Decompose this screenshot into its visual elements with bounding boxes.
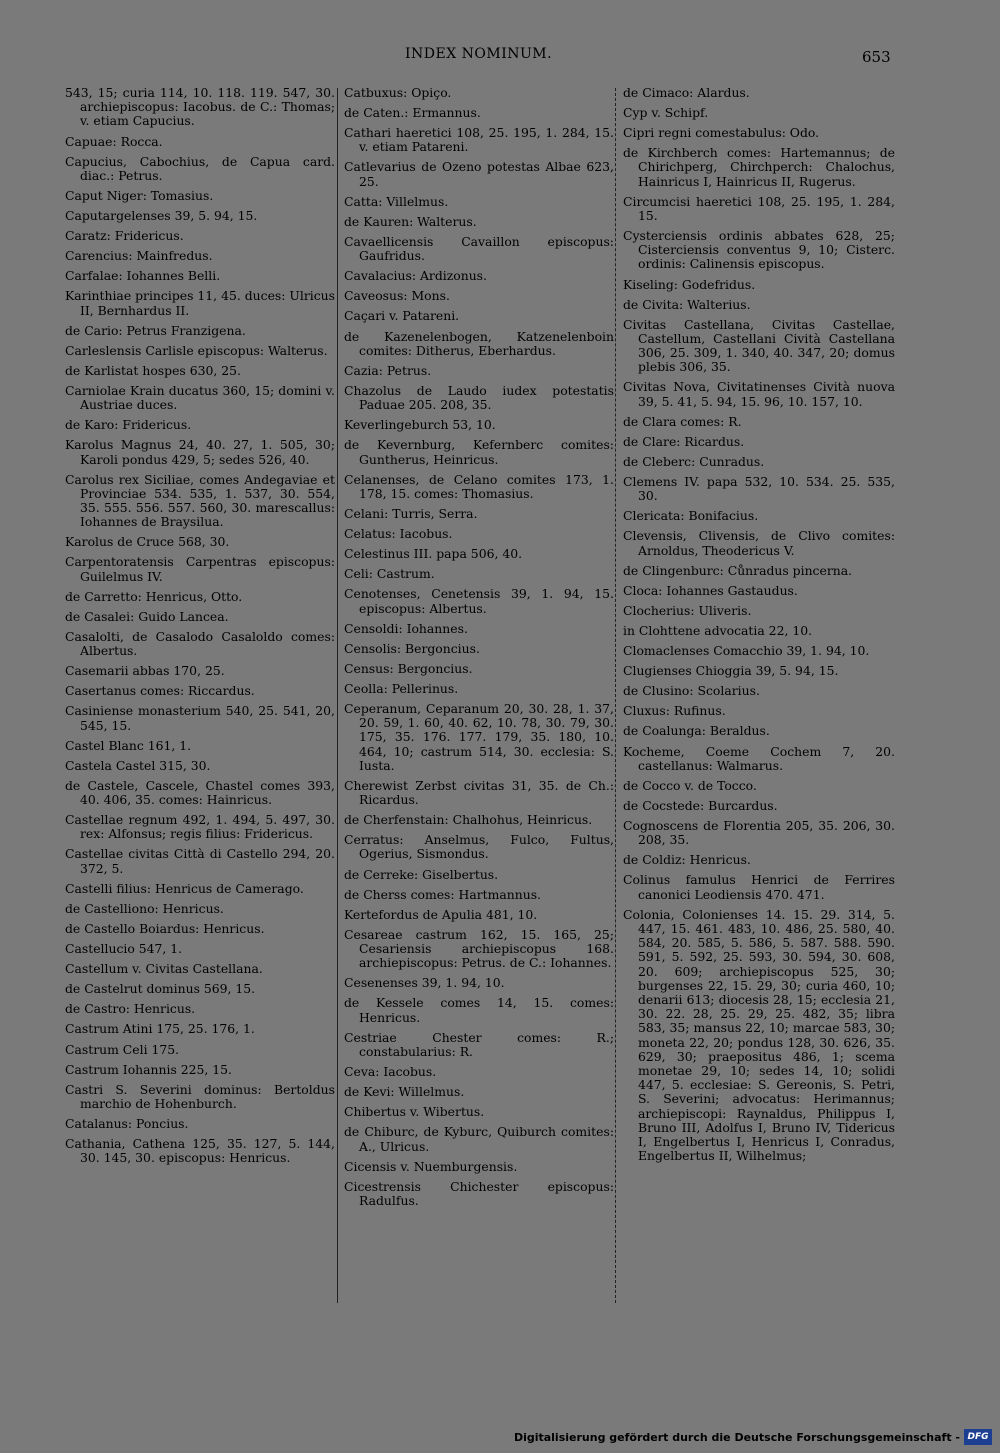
index-entry: de Cherss comes: Hartmannus. xyxy=(344,886,541,902)
index-entry: Caput Niger: Tomasius. xyxy=(65,187,214,203)
index-entry: Celestinus III. papa 506, 40. xyxy=(344,546,523,562)
index-entry: Castellae regnum 492, 1. 494, 5. 497, 30. rex: Alfonsus; regis filius: Fridericus. xyxy=(65,812,335,842)
index-entry: Clevensis, Clivensis, de Clivo comites: Arnoldus, Theodericus V. xyxy=(623,528,895,558)
page-number: 653 xyxy=(862,48,891,66)
index-entry: Cysterciensis ordinis abbates 628, 25; Cisterciensis conventus 9, 10; Cisterc. ordinis: Calinensis episcopus. xyxy=(623,228,895,272)
index-entry: Castellucio 547, 1. xyxy=(65,941,183,957)
digitization-credit: Digitalisierung gefördert durch die Deutsche Forschungsgemeinschaft - xyxy=(513,1431,960,1444)
index-entry: Kiseling: Godefridus. xyxy=(623,276,756,292)
index-entry: Cognoscens de Florentia 205, 35. 206, 30. 208, 35. xyxy=(623,818,895,848)
index-column-3 xyxy=(623,86,895,1169)
index-entry: Census: Bergoncius. xyxy=(344,660,473,676)
index-entry: Clugienses Chioggia 39, 5. 94, 15. xyxy=(623,663,839,679)
index-entry: Clomaclenses Comacchio 39, 1. 94, 10. xyxy=(623,643,870,659)
index-entry: Cenotenses, Cenetensis 39, 1. 94, 15. episcopus: Albertus. xyxy=(344,586,614,616)
index-entry: de Chiburc, de Kyburc, Quiburch comites: A., Ulricus. xyxy=(344,1124,614,1154)
index-entry: Cipri regni comestabulus: Odo. xyxy=(623,125,820,141)
index-entry: 543, 15; curia 114, 10. 118. 119. 547, 30. archiepiscopus: Iacobus. de C.: Thomas; v. etiam Capucius. xyxy=(65,85,335,129)
index-entry: Clericata: Bonifacius. xyxy=(623,508,759,524)
index-entry: Catta: Villelmus. xyxy=(344,193,449,209)
index-entry: Karinthiae principes 11, 45. duces: Ulricus II, Bernhardus II. xyxy=(65,288,335,318)
index-entry: de Kirchberch comes: Hartemannus; de Chirichperg, Chirchperch: Chalochus, Hainricus I, Hainricus II, Rugerus. xyxy=(623,145,895,189)
index-entry: Carencius: Mainfredus. xyxy=(65,248,213,264)
index-entry: de Castelrut dominus 569, 15. xyxy=(65,981,256,997)
dfg-logo: DFG xyxy=(964,1429,992,1445)
index-entry: de Cherfenstain: Chalhohus, Heinricus. xyxy=(344,812,593,828)
index-entry: Colinus famulus Henrici de Ferrires canonici Leodiensis 470. 471. xyxy=(623,872,895,902)
index-entry: Carniolae Krain ducatus 360, 15; domini v. Austriae duces. xyxy=(65,382,335,413)
index-entry: de Clare: Ricardus. xyxy=(623,433,745,449)
index-entry: Cloca: Iohannes Gastaudus. xyxy=(623,582,798,598)
index-entry: de Kevi: Willelmus. xyxy=(344,1084,465,1100)
index-entry: de Karo: Fridericus. xyxy=(65,417,192,433)
index-entry: de Caten.: Ermannus. xyxy=(344,105,481,121)
index-entry: de Casalei: Guido Lancea. xyxy=(65,608,229,624)
index-entry: Castrum Atini 175, 25. 176, 1. xyxy=(65,1021,255,1037)
page-footer xyxy=(0,1428,1000,1448)
index-entry: Casertanus comes: Riccardus. xyxy=(65,683,255,699)
index-entry: de Civita: Walterius. xyxy=(623,296,751,312)
page-header xyxy=(0,46,1000,70)
index-entry: Castel Blanc 161, 1. xyxy=(65,737,192,753)
index-entry: in Clohttene advocatia 22, 10. xyxy=(623,623,813,639)
index-entry: Castrum Celi 175. xyxy=(65,1041,180,1057)
index-entry: Caputargelenses 39, 5. 94, 15. xyxy=(65,207,258,223)
index-entry: Colonia, Colonienses 14. 15. 29. 314, 5. 447, 15. 461. 483, 10. 486, 25. 580, 40. 584, 20. 585, 5. 586, 5. 587. 588. 590. 591, 5. 592, 25. 593, 30. 594, 30. 608, 20. 609; archiepiscopus 525, 30; burgenses 22, 15. 29, 30; curia 460, 10; denarii 613; diocesis 28, 15; ecclesia 21, 30. 22. 28, 25. 29, 25. 482, 35; libra 583, 35; mansus 22, 10; marcae 583, 30; moneta 22, 20; pondus 128, 30. 626, 35. 629, 30; praepositus 486, 1; scema monetae 29, 10; sedes 14, 10; solidi 447, 5. ecclesiae: S. Gereonis, S. Petri, S. Severini; advocatus: Herimannus; archiepiscopi: Raynaldus, Philippus I, Bruno III, Adolfus I, Bruno IV, Tidericus I, Engelbertus I, Henricus I, Conradus, Engelbertus II, Wilhelmus; xyxy=(623,906,895,1164)
index-entry: Cavalacius: Ardizonus. xyxy=(344,268,487,284)
index-entry: Celi: Castrum. xyxy=(344,566,435,582)
column-divider xyxy=(337,88,338,1303)
index-entry: de Kevernburg, Kefernberc comites: Guntherus, Heinricus. xyxy=(344,437,614,467)
index-entry: de Castro: Henricus. xyxy=(65,1001,196,1017)
index-entry: Ceolla: Pellerinus. xyxy=(344,680,459,696)
index-entry: Carpentoratensis Carpentras episcopus: Guilelmus IV. xyxy=(65,554,335,584)
index-entry: de Cocco v. de Tocco. xyxy=(623,777,757,793)
index-entry: de Clusino: Scolarius. xyxy=(623,683,760,699)
index-entry: Casalolti, de Casalodo Casaloldo comes: Albertus. xyxy=(65,628,335,659)
index-entry: Karolus de Cruce 568, 30. xyxy=(65,534,230,550)
index-entry: Cicensis v. Nuemburgensis. xyxy=(344,1158,518,1174)
index-entry: Cesenenses 39, 1. 94, 10. xyxy=(344,975,505,991)
index-entry: Caratz: Fridericus. xyxy=(65,228,184,244)
index-entry: Civitas Castellana, Civitas Castellae, Castellum, Castellani Cività Castellana 306, 25. 309, 1. 340, 40. 347, 20; domus plebis 306, 35. xyxy=(623,316,895,375)
index-entry: Cluxus: Rufinus. xyxy=(623,703,726,719)
index-entry: Castri S. Severini dominus: Bertoldus marchio de Hohenburch. xyxy=(65,1081,335,1111)
index-entry: de Cerreke: Giselbertus. xyxy=(344,866,499,882)
index-entry: Carolus rex Siciliae, comes Andegaviae et Provinciae 534. 535, 1. 537, 30. 554, 35. 555. 556. 557. 560, 30. marescallus: Iohannes de Braysilua. xyxy=(65,471,335,530)
index-entry: Castelli filius: Henricus de Camerago. xyxy=(65,880,304,896)
index-entry: de Castello Boiardus: Henricus. xyxy=(65,920,265,936)
index-entry: Castrum Iohannis 225, 15. xyxy=(65,1061,232,1077)
index-entry: de Clara comes: R. xyxy=(623,413,742,429)
index-entry: Ceperanum, Ceparanum 20, 30. 28, 1. 37, 20. 59, 1. 60, 40. 62, 10. 78, 30. 79, 30. 175, 35. 176. 177. 179, 35. 180, 10. 464, 10; castrum 514, 30. ecclesia: S. Iusta. xyxy=(344,700,614,773)
index-entry: Celani: Turris, Serra. xyxy=(344,505,478,521)
index-entry: Cicestrensis Chichester episcopus: Radulfus. xyxy=(344,1178,614,1208)
index-entry: Capuae: Rocca. xyxy=(65,133,163,149)
index-entry: Censolis: Bergoncius. xyxy=(344,640,480,656)
index-entry: Cazia: Petrus. xyxy=(344,362,432,378)
index-entry: de Cimaco: Alardus. xyxy=(623,85,750,100)
index-entry: de Cleberc: Cunradus. xyxy=(623,453,765,469)
index-column-2 xyxy=(344,86,614,1214)
index-entry: Keverlingeburch 53, 10. xyxy=(344,417,496,433)
running-title: INDEX NOMINUM. xyxy=(405,46,553,62)
index-entry: Carleslensis Carlisle episcopus: Walterus. xyxy=(65,342,328,358)
index-entry: Casemarii abbas 170, 25. xyxy=(65,663,225,679)
index-entry: de Cario: Petrus Franzigena. xyxy=(65,322,246,338)
index-entry: Castela Castel 315, 30. xyxy=(65,757,211,773)
index-entry: Celanenses, de Celano comites 173, 1. 178, 15. comes: Thomasius. xyxy=(344,471,614,501)
index-entry: Chibertus v. Wibertus. xyxy=(344,1104,485,1120)
index-column-1 xyxy=(65,86,335,1171)
index-entry: Catbuxus: Opiço. xyxy=(344,85,452,100)
index-entry: Cyp v. Schipf. xyxy=(623,105,709,121)
index-entry: Castellae civitas Città di Castello 294, 20. 372, 5. xyxy=(65,846,335,876)
index-entry: Ceva: Iacobus. xyxy=(344,1064,437,1080)
index-entry: Kocheme, Coeme Cochem 7, 20. castellanus: Walmarus. xyxy=(623,743,895,773)
index-entry: Cavaellicensis Cavaillon episcopus: Gaufridus. xyxy=(344,233,614,264)
index-entry: Kertefordus de Apulia 481, 10. xyxy=(344,906,538,922)
index-entry: Capucius, Cabochius, de Capua card. diac.: Petrus. xyxy=(65,153,335,183)
index-entry: Cerratus: Anselmus, Fulco, Fultus, Ogerius, Sismondus. xyxy=(344,832,614,862)
index-entry: de Coldiz: Henricus. xyxy=(623,852,751,868)
index-entry: de Kauren: Walterus. xyxy=(344,213,477,229)
index-entry: de Kessele comes 14, 15. comes: Henricus. xyxy=(344,995,614,1025)
index-entry: Chazolus de Laudo iudex potestatis Paduae 205. 208, 35. xyxy=(344,382,614,413)
index-entry: Civitas Nova, Civitatinenses Cività nuova 39, 5. 41, 5. 94, 15. 96, 10. 157, 10. xyxy=(623,379,895,409)
index-entry: Catlevarius de Ozeno potestas Albae 623, 25. xyxy=(344,159,614,189)
index-entry: Clemens IV. papa 532, 10. 534. 25. 535, 30. xyxy=(623,474,895,504)
index-entry: Karolus Magnus 24, 40. 27, 1. 505, 30; Karoli pondus 429, 5; sedes 526, 40. xyxy=(65,437,335,467)
index-entry: Cathari haeretici 108, 25. 195, 1. 284, 15. v. etiam Patareni. xyxy=(344,125,614,155)
index-entry: Caveosus: Mons. xyxy=(344,288,450,304)
index-entry: Circumcisi haeretici 108, 25. 195, 1. 284, 15. xyxy=(623,193,895,223)
index-entry: Cesareae castrum 162, 15. 165, 25; Cesariensis archiepiscopus 168. archiepiscopus: Petrus. de C.: Iohannes. xyxy=(344,926,614,971)
index-entry: Clocherius: Uliveris. xyxy=(623,602,752,618)
index-entry: Casiniense monasterium 540, 25. 541, 20, 545, 15. xyxy=(65,703,335,733)
column-divider xyxy=(615,88,616,1303)
index-entry: Censoldi: Iohannes. xyxy=(344,620,468,636)
index-entry: Catalanus: Poncius. xyxy=(65,1116,189,1131)
index-entry: de Coalunga: Beraldus. xyxy=(623,723,770,739)
index-entry: Carfalae: Iohannes Belli. xyxy=(65,268,221,284)
index-entry: de Karlistat hospes 630, 25. xyxy=(65,362,241,378)
index-entry: Cherewist Zerbst civitas 31, 35. de Ch.: Ricardus. xyxy=(344,777,614,808)
index-entry: de Carretto: Henricus, Otto. xyxy=(65,588,243,604)
index-entry: de Cocstede: Burcardus. xyxy=(623,797,778,813)
index-entry: de Kazenelenbogen, Katzenelenboin comites: Ditherus, Eberhardus. xyxy=(344,328,614,358)
index-entry: de Clingenburc: Cůnradus pincerna. xyxy=(623,562,853,578)
index-entry: Castellum v. Civitas Castellana. xyxy=(65,961,263,977)
index-entry: Cathania, Cathena 125, 35. 127, 5. 144, 30. 145, 30. episcopus: Henricus. xyxy=(65,1136,335,1166)
index-entry: Caçari v. Patareni. xyxy=(344,308,460,324)
index-entry: Celatus: Iacobus. xyxy=(344,526,453,542)
index-entry: de Castelliono: Henricus. xyxy=(65,900,224,916)
index-entry: de Castele, Cascele, Chastel comes 393, 40. 406, 35. comes: Hainricus. xyxy=(65,777,335,808)
index-entry: Cestriae Chester comes: R.; constabularius: R. xyxy=(344,1029,614,1059)
